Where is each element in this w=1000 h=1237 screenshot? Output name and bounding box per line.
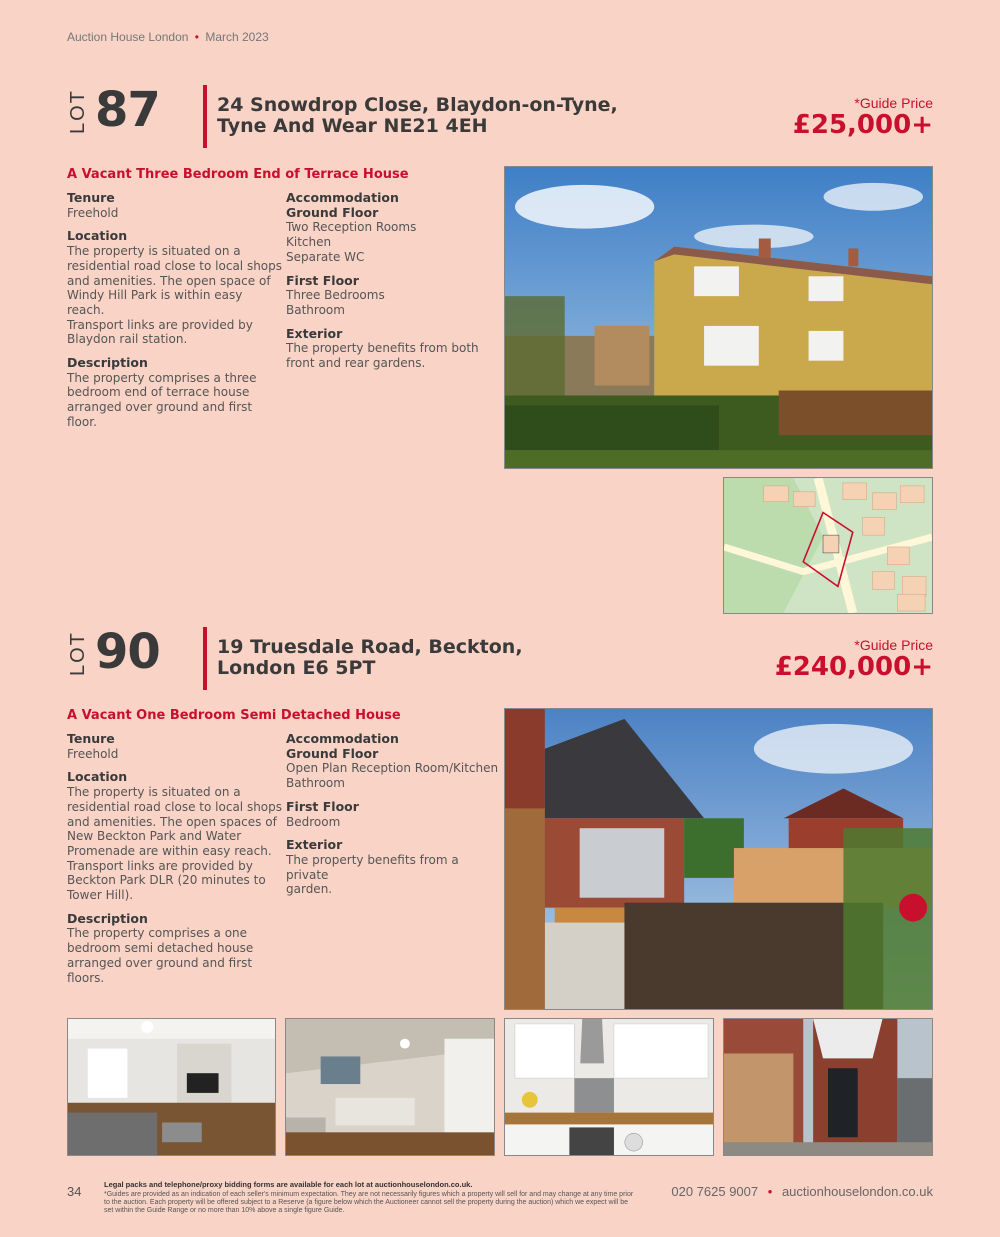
description-heading: Description <box>67 910 148 926</box>
exterior-heading: Exterior <box>286 837 343 853</box>
phone-number[interactable]: 020 7625 9007 <box>671 1184 759 1199</box>
description-text: The property comprises a three bedroom end of terrace house arranged over ground and first floor. <box>67 370 257 429</box>
location-text: The property is situated on a residential road close to local shops and amenities. The open spaces of New Beckton Park and Water Promenade are within easy reach. Transport links are provided by Beckton Park DLR (20 minutes to Tower Hill). <box>67 785 283 903</box>
exterior-heading: Exterior <box>286 325 343 341</box>
details-right-column <box>286 732 501 906</box>
page-number: 34 <box>67 1184 82 1199</box>
details-right-column <box>286 191 501 380</box>
ground-floor-heading: Ground Floor <box>286 204 379 220</box>
location-map <box>723 477 933 614</box>
address-line-1: 24 Snowdrop Close, Blaydon-on-Tyne, <box>217 94 618 116</box>
accommodation-heading: Accommodation <box>286 731 399 746</box>
legal-notice-text: *Guides are provided as an indication of each seller's minimum expectation. They are not necessarily figures which a property will sell for and may change at any time prior to the auction. Each property will be offered subject to a Reserve (a figure below which the Auctioneer cannot sell the property during the auction) which we expect will be set within the Guide Range or no more than 10% above a single figure Guide. <box>104 1191 634 1214</box>
exterior-text: The property benefits from both front and rear gardens. <box>286 341 479 371</box>
details-left-column <box>67 732 282 994</box>
description-heading: Description <box>67 355 148 371</box>
website-link[interactable]: auctionhouselondon.co.uk <box>781 1184 933 1199</box>
tenure-heading: Tenure <box>67 731 115 746</box>
location-heading: Location <box>67 769 128 785</box>
address-line-2: Tyne And Wear NE21 4EH <box>217 115 488 137</box>
ground-floor-heading: Ground Floor <box>286 745 379 761</box>
legal-notice-bold: Legal packs and telephone/proxy bidding forms are available for each lot at auctionhouselondon.co.uk. <box>104 1180 473 1189</box>
lot-label: LOT <box>67 631 89 676</box>
guide-price-value: £25,000+ <box>792 110 933 140</box>
issue-date: March 2023 <box>205 30 269 44</box>
lot-number: 90 <box>95 624 160 680</box>
guide-price-label: *Guide Price <box>854 95 933 111</box>
description-text: The property comprises a one bedroom semi detached house arranged over ground and first floors. <box>67 926 254 985</box>
lot-address <box>217 95 618 137</box>
photo-living-room <box>67 1018 276 1156</box>
lot-divider-bar <box>203 85 207 148</box>
first-floor-text: Bedroom <box>286 814 341 829</box>
photo-bedroom <box>285 1018 495 1156</box>
contact-details <box>671 1184 933 1199</box>
exterior-text: The property benefits from a private garden. <box>286 852 459 897</box>
legal-notice <box>104 1181 634 1215</box>
tenure-text: Freehold <box>67 746 119 761</box>
first-floor-text: Three Bedrooms Bathroom <box>286 288 385 317</box>
property-subtitle: A Vacant Three Bedroom End of Terrace House <box>67 167 409 182</box>
property-photo-garden <box>504 708 933 1010</box>
first-floor-heading: First Floor <box>286 798 359 814</box>
location-heading: Location <box>67 228 128 244</box>
photo-kitchen <box>504 1018 714 1156</box>
lot-address <box>217 637 523 679</box>
guide-price-value: £240,000+ <box>774 652 933 682</box>
publisher-name: Auction House London <box>67 30 189 44</box>
publication-header <box>67 30 269 44</box>
address-line-2: London E6 5PT <box>217 657 376 679</box>
accommodation-heading: Accommodation <box>286 190 399 205</box>
address-line-1: 19 Truesdale Road, Beckton, <box>217 636 523 658</box>
ground-floor-text: Open Plan Reception Room/Kitchen Bathroom <box>286 761 499 791</box>
guide-price-label: *Guide Price <box>854 637 933 653</box>
tenure-text: Freehold <box>67 205 119 220</box>
lot-label: LOT <box>67 89 89 134</box>
ground-floor-text: Two Reception Rooms Kitchen Separate WC <box>286 220 417 264</box>
contact-separator: • <box>767 1184 773 1199</box>
lot-number: 87 <box>95 82 160 138</box>
details-left-column <box>67 191 282 439</box>
header-separator: • <box>194 30 199 44</box>
first-floor-heading: First Floor <box>286 272 359 288</box>
property-subtitle: A Vacant One Bedroom Semi Detached House <box>67 708 401 723</box>
property-photo-exterior <box>504 166 933 469</box>
location-text: The property is situated on a residential road close to local shops and amenities. The open space of Windy Hill Park is within easy reach. Transport links are provided by Blaydon rail station. <box>67 244 283 347</box>
lot-divider-bar <box>203 627 207 690</box>
tenure-heading: Tenure <box>67 190 115 205</box>
photo-entrance <box>723 1018 933 1156</box>
